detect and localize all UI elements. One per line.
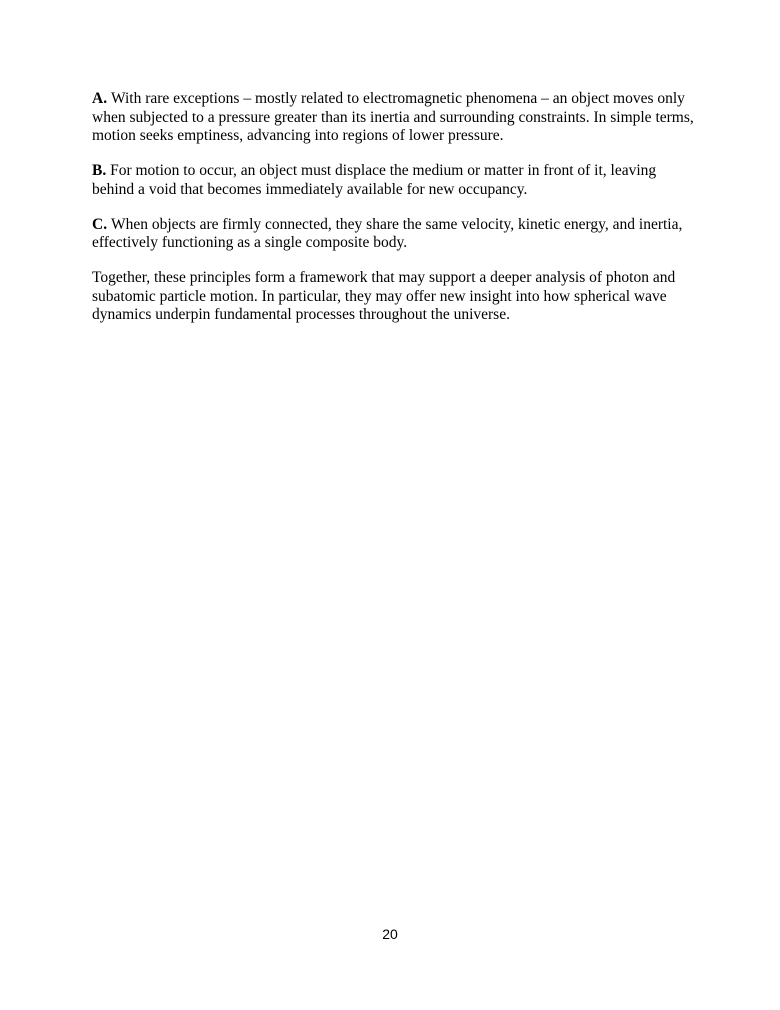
text-line [92, 162, 692, 181]
paragraph-a-label: A. [92, 90, 108, 107]
text-line: behind a void that becomes immediately available for new occupancy. [92, 180, 528, 198]
text-line [92, 216, 692, 235]
text-line: dynamics underpin fundamental processes throughout the universe. [92, 306, 510, 323]
text-line-content: With rare exceptions – mostly related to electromagnetic phenomena – an object moves only [110, 90, 685, 107]
text-line: motion seeks emptiness, advancing into regions of lower pressure. [92, 127, 504, 144]
text-line: subatomic particle motion. In particular, they may offer new insight into how spherical wave [92, 287, 667, 305]
text-line-content: For motion to occur, an object must displace the medium or matter in front of it, leaving [110, 162, 657, 179]
text-line: when subjected to a pressure greater than its inertia and surrounding constraints. In simple terms, [92, 108, 694, 126]
body-text [92, 90, 692, 341]
text-line: effectively functioning as a single composite body. [92, 234, 408, 251]
paragraph-a [92, 90, 692, 146]
paragraph-c [92, 216, 692, 253]
text-line-content: When objects are firmly connected, they share the same velocity, kinetic energy, and inertia, [110, 215, 683, 233]
text-line: Together, these principles form a framework that may support a deeper analysis of photon and [92, 269, 676, 286]
paragraph-summary [92, 269, 692, 325]
paragraph-c-label: C. [92, 215, 108, 233]
paragraph-b [92, 162, 692, 199]
paragraph-b-label: B. [92, 162, 107, 179]
page-number: 20 [382, 926, 398, 942]
text-line [92, 90, 692, 109]
